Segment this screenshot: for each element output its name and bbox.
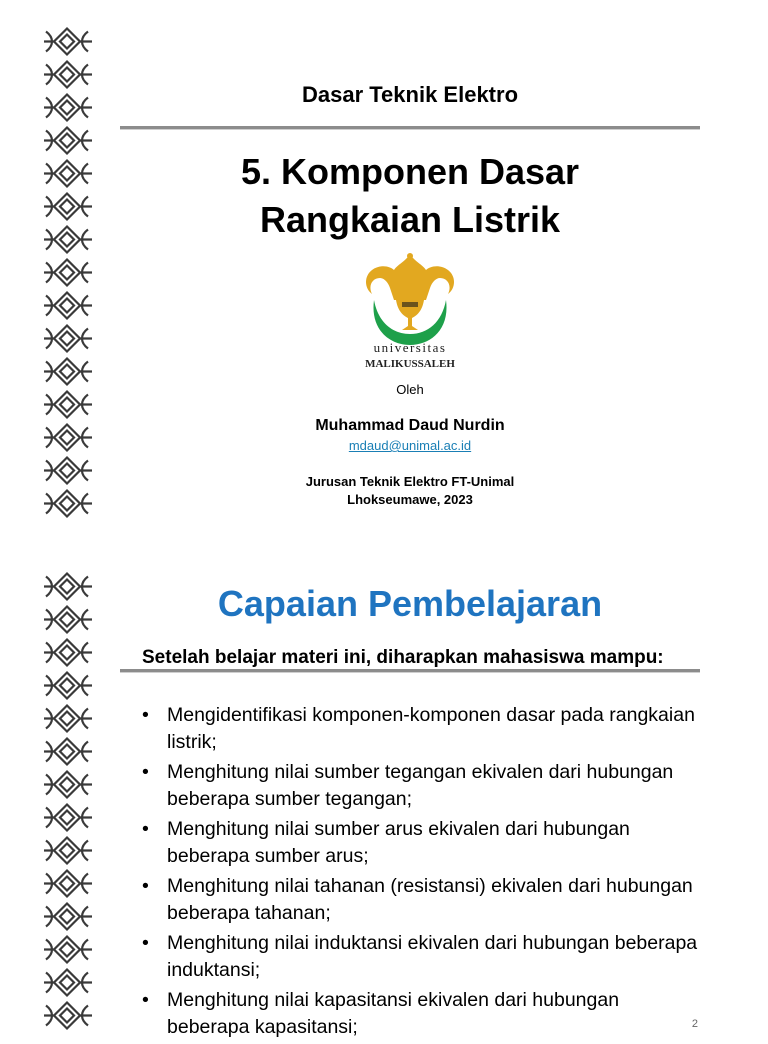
university-emblem-icon (350, 250, 470, 375)
logo-text-universitas: universitas (373, 340, 447, 355)
knot-motif-icon (44, 574, 92, 600)
knot-motif-icon (44, 29, 92, 55)
knot-motif-icon (44, 95, 92, 121)
ornamental-border (40, 570, 95, 1024)
bullet-icon: • (142, 818, 149, 840)
institution-line-1: Jurusan Teknik Elektro FT-Unimal (305, 474, 515, 489)
slide-title: Capaian Pembelajaran (217, 583, 603, 624)
knot-motif-icon (44, 640, 92, 666)
list-item-text: Menghitung nilai kapasitansi ekivalen dari hubungan beberapa kapasitansi; (167, 989, 620, 1038)
list-item (142, 987, 702, 1040)
list-item (142, 702, 702, 755)
knot-motif-icon (44, 62, 92, 88)
list-item (142, 930, 702, 983)
knot-motif-icon (44, 706, 92, 732)
bullet-icon: • (142, 989, 149, 1011)
list-item-text: Menghitung nilai sumber tegangan ekivalen dari hubungan beberapa sumber tegangan; (167, 761, 674, 810)
knot-motif-icon (44, 293, 92, 319)
knot-motif-icon (44, 739, 92, 765)
university-logo (350, 250, 470, 375)
slide-title-line-2: Rangkaian Listrik (259, 199, 561, 240)
intro-text: Setelah belajar materi ini, diharapkan mahasiswa mampu: (142, 647, 664, 668)
knot-motif-icon (44, 491, 92, 517)
course-name: Dasar Teknik Elektro (301, 82, 519, 107)
knot-motif-icon (44, 359, 92, 385)
knot-motif-icon (44, 1003, 92, 1029)
knot-motif-icon (44, 458, 92, 484)
institution-line-2: Lhokseumawe, 2023 (347, 492, 473, 507)
knot-motif-icon (44, 904, 92, 930)
slide-title-line-1: 5. Komponen Dasar (240, 151, 580, 192)
knot-motif-icon (44, 194, 92, 220)
knot-motif-icon (44, 805, 92, 831)
knot-motif-icon (44, 937, 92, 963)
logo-text-malikussaleh: MALIKUSSALEH (365, 358, 455, 370)
list-item-text: Menghitung nilai induktansi ekivalen dari hubungan beberapa induktansi; (167, 932, 698, 981)
by-label: Oleh (396, 382, 424, 397)
page-number: 2 (691, 1018, 698, 1030)
list-item (142, 873, 702, 926)
list-item (142, 759, 702, 812)
knot-motif-icon (44, 392, 92, 418)
ornamental-border (40, 25, 95, 513)
outcomes-list (142, 702, 702, 1044)
bullet-icon: • (142, 932, 149, 954)
knot-motif-icon (44, 326, 92, 352)
author-name: Muhammad Daud Nurdin (315, 417, 505, 434)
knot-motif-icon (44, 838, 92, 864)
institution (120, 473, 700, 509)
header-divider (120, 126, 700, 130)
knot-motif-icon (44, 260, 92, 286)
bullet-icon: • (142, 875, 149, 897)
knot-motif-icon (44, 871, 92, 897)
knot-motif-icon (44, 772, 92, 798)
learning-outcomes-slide (0, 555, 768, 1038)
bullet-icon: • (142, 704, 149, 726)
list-item (142, 816, 702, 869)
list-item-text: Menghitung nilai sumber arus ekivalen dari hubungan beberapa sumber arus; (167, 818, 630, 867)
list-item-text: Mengidentifikasi komponen-komponen dasar pada rangkaian listrik; (167, 704, 695, 753)
slide-title (120, 148, 700, 244)
knot-motif-icon (44, 607, 92, 633)
knot-motif-icon (44, 128, 92, 154)
knot-motif-icon (44, 673, 92, 699)
knot-motif-icon (44, 970, 92, 996)
knot-motif-icon (44, 227, 92, 253)
knot-motif-icon (44, 425, 92, 451)
knot-motif-icon (44, 161, 92, 187)
list-item-text: Menghitung nilai tahanan (resistansi) ekivalen dari hubungan beberapa tahanan; (167, 875, 693, 924)
bullet-icon: • (142, 761, 149, 783)
author-email-link[interactable]: mdaud@unimal.ac.id (348, 438, 472, 453)
